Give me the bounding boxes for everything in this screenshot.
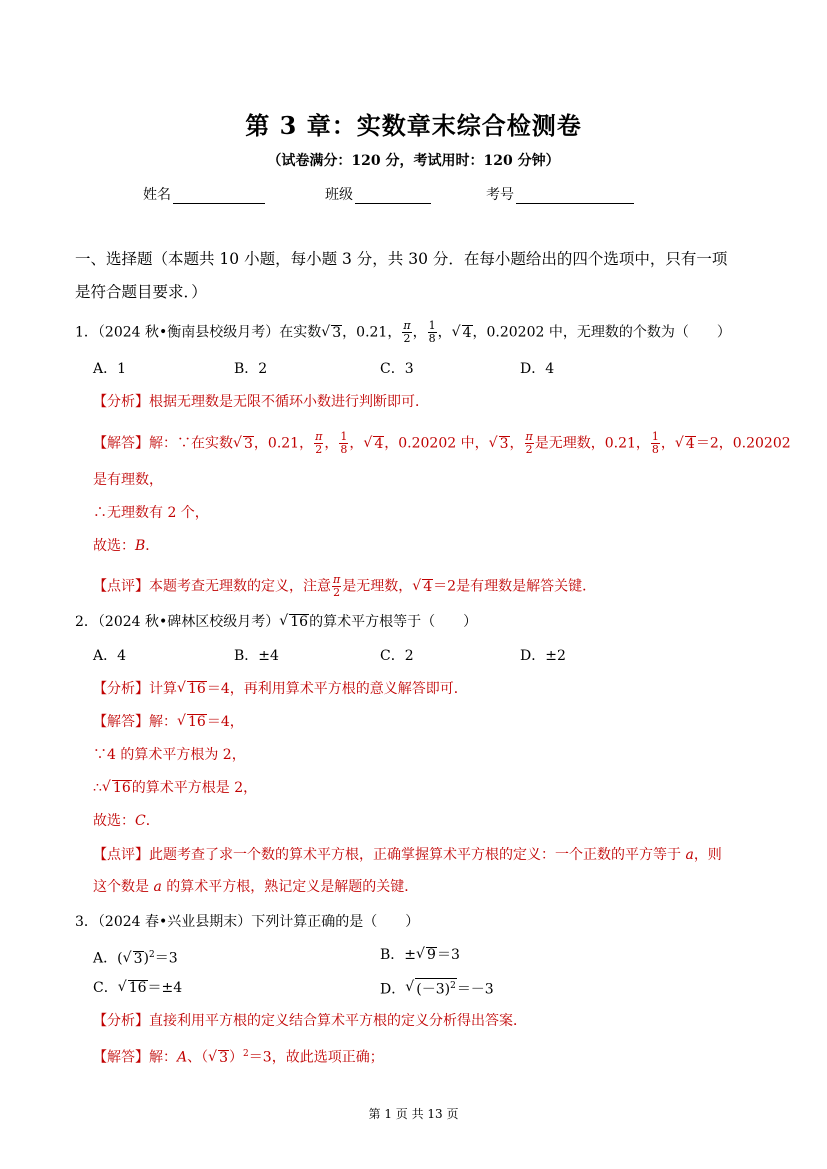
q2-analysis: 【分析】计算√ 16＝4，再利用算术平方根的意义解答即可． — [93, 679, 468, 699]
q2-option-a[interactable]: A．4 — [93, 648, 127, 664]
q3-option-b[interactable]: B．±√ 9＝3 — [380, 945, 460, 965]
q2-solution: 【解答】解：√ 16＝4， — [93, 712, 244, 732]
class-blank[interactable] — [355, 187, 431, 204]
q1-solution-l4: 故选：B． — [93, 538, 160, 554]
q1-solution-l3: ∴无理数有 2 个， — [93, 505, 209, 521]
q2-comment-l2: 这个数是 a 的算术平方根，熟记定义是解题的关键． — [93, 879, 419, 895]
q1-option-d[interactable]: D．4 — [520, 361, 555, 377]
q1-solution: 【解答】解：∵在实数√ 3，0.21， $\frac{\pi}{2}$ ， $\frac{1}{8}$ ，√ 4，0.20202 中，√ 3， $\frac{\pi}{2}$ 是无理数，0.21， $\frac{1}{8}$ ，√ 4＝2，0.20202 — [93, 431, 791, 456]
q1-analysis: 【分析】根据无理数是无限不循环小数进行判断即可． — [93, 394, 429, 410]
number-label: 考号 — [486, 187, 514, 203]
class-field[interactable] — [325, 184, 431, 204]
class-label: 班级 — [325, 187, 353, 203]
q1-comment: 【点评】本题考查无理数的定义，注意 $\frac{\pi}{2}$ 是无理数，√ 4＝2是有理数是解答关键． — [93, 574, 596, 599]
q3-option-a[interactable]: A．(√ 3)$^2$＝3 — [93, 945, 178, 969]
q2-solution-l2: ∵4 的算术平方根为 2， — [93, 747, 246, 763]
q3-analysis: 【分析】直接利用平方根的定义结合算术平方根的定义分析得出答案． — [93, 1013, 527, 1029]
q2-solution-l3: ∴√ 16的算术平方根是 2， — [93, 778, 257, 798]
q2-option-c[interactable]: C．2 — [380, 648, 414, 664]
number-blank[interactable] — [516, 187, 634, 204]
number-field[interactable] — [486, 184, 634, 204]
name-field[interactable] — [143, 184, 265, 204]
section-heading: 一、选择题（本题共 10 小题，每小题 3 分，共 30 分．在每小题给出的四个选项中，只有一项 — [75, 250, 728, 268]
question-1: 1．（2024 秋•衡南县校级月考）在实数√ 3，0.21， $\frac{\pi}{2}$ ， $\frac{1}{8}$ ，√ 4，0.20202 中，无理数的个数为（ ） — [75, 320, 731, 345]
page-footer: 第 1 页 共 13 页 — [368, 1107, 459, 1121]
q1-option-b[interactable]: B．2 — [234, 361, 268, 377]
q1-option-c[interactable]: C．3 — [380, 361, 414, 377]
q1-option-a[interactable]: A．1 — [93, 361, 127, 377]
exam-subtitle: （试卷满分：120 分，考试用时：120 分钟） — [267, 153, 560, 169]
q2-comment: 【点评】此题考查了求一个数的算术平方根，正确掌握算术平方根的定义：一个正数的平方等于 a，则 — [93, 847, 722, 863]
question-3: 3．（2024 春•兴业县期末）下列计算正确的是（ ） — [75, 914, 420, 930]
q3-solution: 【解答】解：A、（√ 3）$^2$＝3，故此选项正确； — [93, 1044, 384, 1068]
q2-option-d[interactable]: D．±2 — [520, 648, 566, 664]
q2-option-b[interactable]: B．±4 — [234, 648, 279, 664]
q2-solution-l4: 故选：C． — [93, 813, 160, 829]
q3-option-c[interactable]: C．√ 16＝±4 — [93, 978, 182, 998]
name-blank[interactable] — [173, 187, 265, 204]
q3-option-d[interactable]: D．√ $(-3)^2=-3$ — [380, 978, 494, 1000]
q1-solution-l2: 是有理数， — [93, 472, 163, 488]
name-label: 姓名 — [143, 187, 171, 203]
section-heading-cont: 是符合题目要求．） — [75, 283, 207, 301]
question-2: 2．（2024 秋•碑林区校级月考）√ 16的算术平方根等于（ ） — [75, 612, 477, 632]
page-title: 第 3 章：实数章末综合检测卷 — [245, 111, 582, 140]
